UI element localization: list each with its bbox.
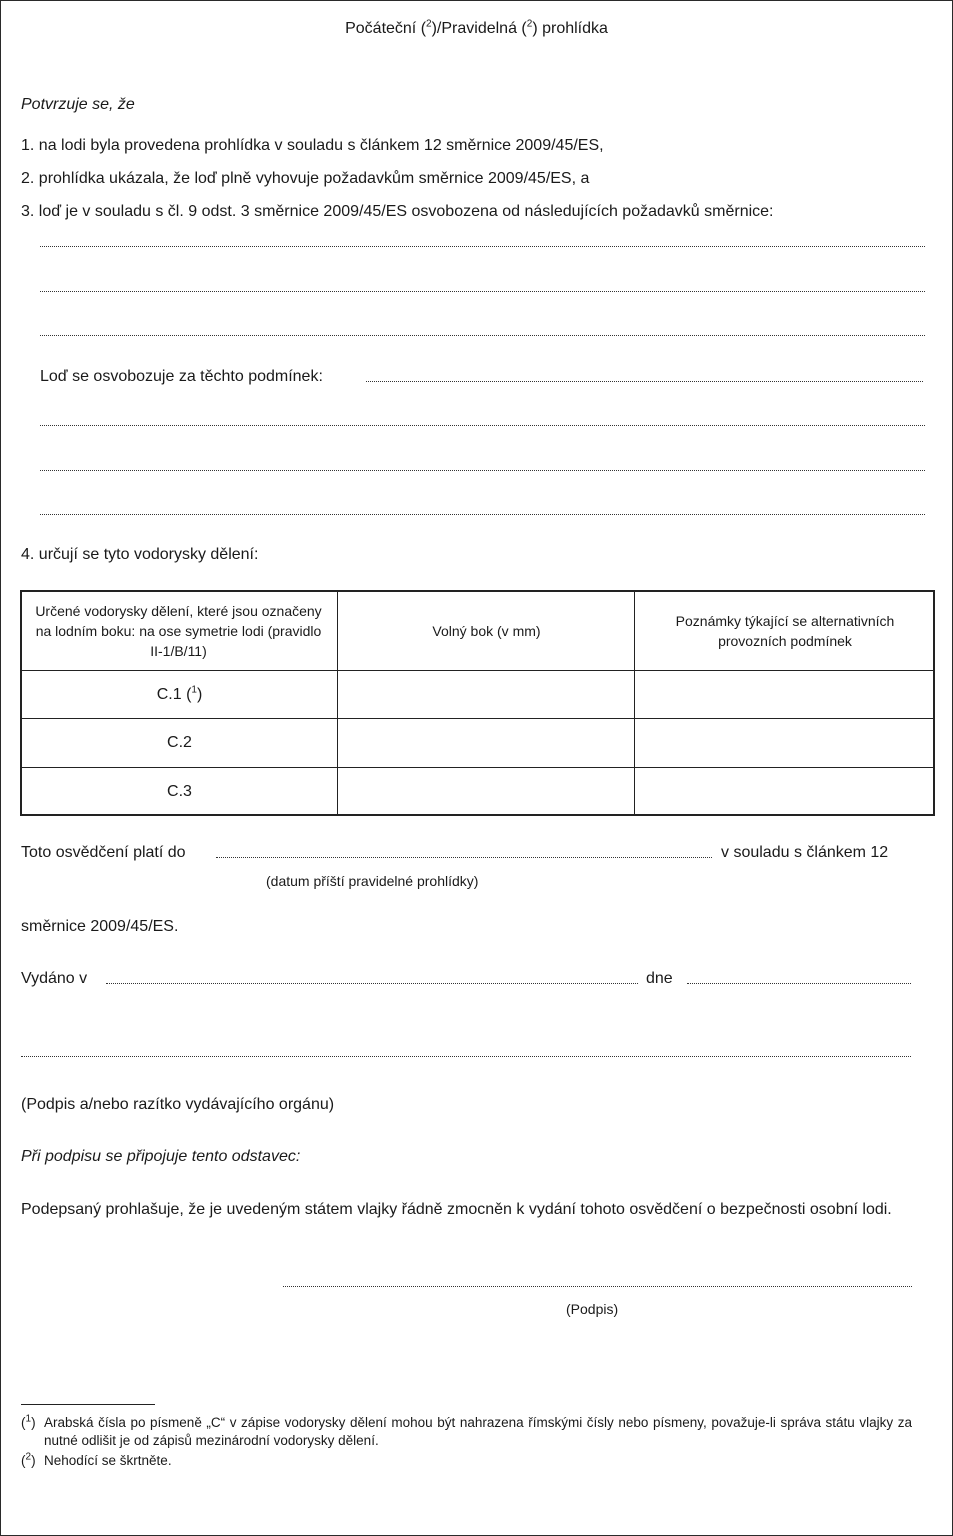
page-title: Počáteční ($^2$)/Pravidelná ($^2$) prohlídka — [345, 18, 608, 37]
issued-on-label: dne — [646, 970, 673, 987]
blank-line[interactable] — [40, 246, 925, 247]
table-rule — [634, 590, 635, 816]
item-4: 4. určují se tyto vodorysky dělení: — [21, 546, 259, 563]
item-3: 3. loď je v souladu s čl. 9 odst. 3 směrnice 2009/45/ES osvobozena od následujících požadavků směrnice: — [21, 203, 774, 220]
validity-date-field[interactable] — [216, 857, 712, 858]
blank-line[interactable] — [40, 470, 925, 471]
table-row-c2: C.2 — [167, 734, 192, 751]
signature-label: (Podpis) — [566, 1301, 619, 1317]
blank-line[interactable] — [40, 425, 925, 426]
blank-line[interactable] — [40, 291, 925, 292]
validity-label: Toto osvědčení platí do — [21, 844, 186, 861]
validity-article: v souladu s článkem 12 — [721, 844, 889, 861]
item-1: 1. na lodi byla provedena prohlídka v souladu s článkem 12 směrnice 2009/45/ES, — [21, 137, 604, 154]
table-row-c1: C.1 ($^1$) — [156, 684, 203, 703]
conditions-label: Loď se osvobozuje za těchto podmínek: — [40, 368, 323, 385]
issued-at-label: Vydáno v — [21, 970, 88, 987]
table-header-notes: Poznámky týkající se alternativních provozních podmínek — [675, 613, 895, 649]
blank-line[interactable] — [366, 381, 923, 382]
signature-field[interactable] — [283, 1286, 912, 1287]
declaration-text: Podepsaný prohlašuje, že je uvedeným státem vlajky řádně zmocněn k vydání tohoto osvědčení o bezpečnosti osobní lodi. — [21, 1201, 892, 1218]
item-2: 2. prohlídka ukázala, že loď plně vyhovuje požadavkům směrnice 2009/45/ES, a — [21, 170, 590, 187]
table-header-waterlines: Určené vodorysky dělení, které jsou označeny na lodním boku: na ose symetrie lodi (pravidlo II-1/B/11) — [35, 603, 322, 659]
table-header-freeboard: Volný bok (v mm) — [432, 623, 541, 639]
issued-date-field[interactable] — [687, 983, 911, 984]
footnote-2-mark: ($^2$) — [21, 1451, 36, 1468]
attach-note: Při podpisu se připojuje tento odstavec: — [21, 1148, 301, 1165]
footnote-1-mark: ($^1$) — [21, 1413, 36, 1430]
footnote-rule — [21, 1404, 155, 1405]
footnote-1-text: Arabská čísla po písmeně „C“ v zápise vodorysky dělení mohou být nahrazena římskými čísly nebo písmeny, považuje-li správa státu vlajky za nutné odlišit je od zápisů mezinárodní vodorysky dělení. — [44, 1415, 912, 1448]
table-row-c3: C.3 — [167, 782, 192, 800]
signature-org-label: (Podpis a/nebo razítko vydávajícího orgánu) — [21, 1096, 335, 1113]
signature-org-field[interactable] — [21, 1056, 911, 1057]
validity-caption: (datum příští pravidelné prohlídky) — [266, 873, 479, 889]
issued-place-field[interactable] — [106, 983, 638, 984]
blank-line[interactable] — [40, 514, 925, 515]
footnote-2-text: Nehodící se škrtněte. — [44, 1453, 172, 1468]
table-rule — [337, 590, 338, 816]
blank-line[interactable] — [40, 335, 925, 336]
intro-text: Potvrzuje se, že — [21, 96, 135, 113]
validity-continuation: směrnice 2009/45/ES. — [21, 918, 179, 935]
